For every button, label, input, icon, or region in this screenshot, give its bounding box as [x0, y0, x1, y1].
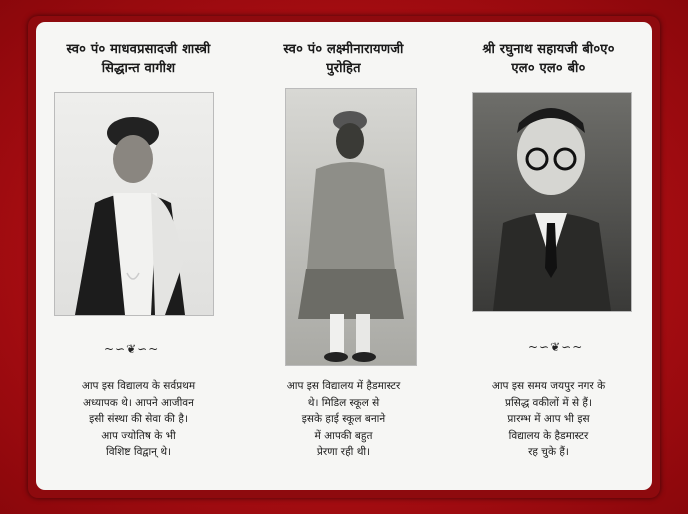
desc-line: आप इस विद्यालय में हैडमास्टर	[286, 380, 401, 392]
name-line: श्री रघुनाथ सहायजी बी०ए०	[482, 42, 615, 57]
portrait-column-2	[241, 22, 446, 490]
ornament-divider: ~∽❦∽~	[528, 340, 584, 354]
desc-line: प्रारम्भ में आप भी इस	[507, 413, 590, 425]
name-line: स्व० पं० लक्ष्मीनारायणजी	[283, 42, 404, 57]
desc-line: आप इस समय जयपुर नगर के	[491, 380, 606, 392]
ornament-divider: ~∽❦∽~	[104, 342, 160, 356]
portrait-name	[446, 40, 651, 78]
desc-line: आप इस विद्यालय के सर्वप्रथम	[81, 380, 196, 392]
desc-line: प्रेरणा रही थी।	[316, 446, 371, 458]
desc-line: आप ज्योतिष के भी	[101, 429, 176, 442]
portrait-photo	[54, 92, 214, 316]
title-line: पुरोहित	[326, 61, 361, 76]
portrait-name	[36, 40, 241, 78]
document-page	[36, 22, 652, 490]
portrait-photo	[285, 88, 417, 366]
desc-line: इसी संस्था की सेवा की है।	[89, 413, 188, 425]
portrait-column-1	[36, 22, 241, 490]
man-in-turban-icon	[55, 93, 213, 315]
man-with-glasses-icon	[473, 93, 631, 311]
portrait-photo	[472, 92, 632, 312]
title-line: सिद्धान्त वागीश	[101, 61, 176, 76]
portrait-column-3	[446, 22, 651, 490]
desc-line: इसके हाई स्कूल बनाने	[301, 413, 386, 425]
desc-line: रह चुके हैं।	[528, 446, 569, 458]
portrait-description	[456, 378, 641, 461]
desc-line: में आपकी बहुत	[314, 429, 373, 442]
portrait-name	[241, 40, 446, 78]
title-line: एल० एल० बी०	[511, 61, 586, 76]
desc-line: विशिष्ट विद्वान् थे।	[105, 446, 172, 458]
desc-line: विद्यालय के हैडमास्टर	[508, 429, 589, 442]
name-line: स्व० पं० माधवप्रसादजी शास्त्री	[66, 42, 211, 57]
desc-line: अध्यापक थे। आपने आजीवन	[83, 396, 194, 409]
portrait-description	[46, 378, 231, 461]
desc-line: थे। मिडिल स्कूल से	[307, 396, 380, 409]
portrait-description	[251, 378, 436, 461]
seated-man-icon	[286, 89, 416, 365]
desc-line: प्रसिद्ध वकीलों में से हैं।	[505, 396, 592, 409]
